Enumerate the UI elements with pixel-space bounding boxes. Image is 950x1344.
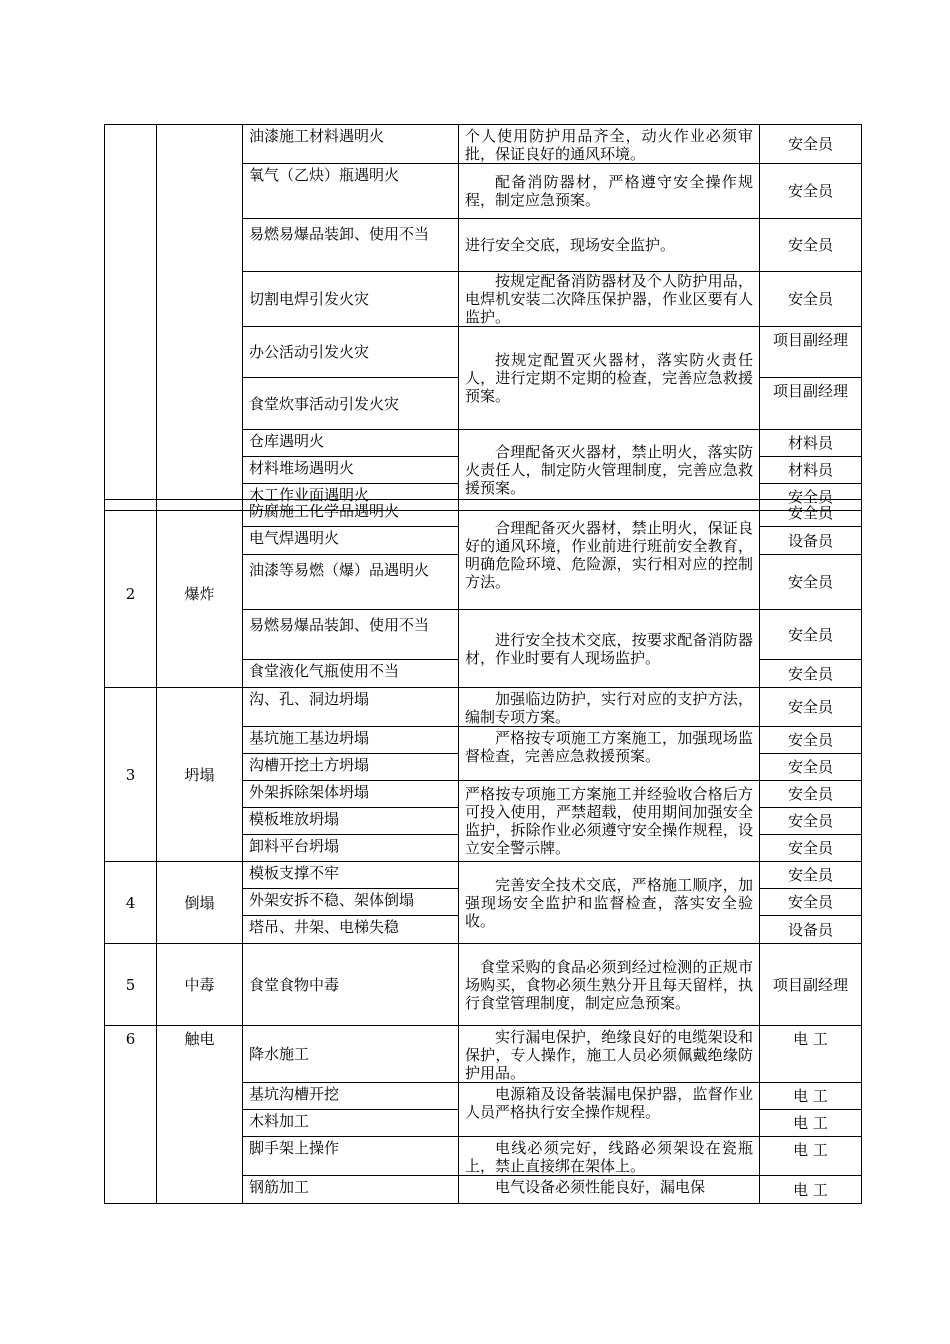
responsible-cell: 安全员 [760,754,862,781]
hazard-cell: 模板堆放坍塌 [243,808,459,835]
group-type-cell [157,125,243,511]
responsible-cell: 安全员 [760,889,862,916]
group-number-cell [105,125,157,511]
table-row [105,944,862,1026]
responsible-cell: 安全员 [760,727,862,754]
hazard-cell: 脚手架上操作 [243,1137,459,1176]
hazard-cell: 电气焊遇明火 [243,527,459,555]
hazard-cell: 外架拆除架体坍塌 [243,781,459,808]
group-type: 触电 [157,1026,243,1204]
hazard-cell: 模板支撑不牢 [243,862,459,889]
hazard-cell: 办公活动引发火灾 [243,327,459,378]
group-number: 4 [105,862,157,944]
hazard-cell: 材料堆场遇明火 [243,457,459,484]
hazard-cell: 氧气（乙炔）瓶遇明火 [243,164,459,219]
measure-cell: 加强临边防护，实行对应的支护方法，编制专项方案。 [459,688,760,727]
measure-cell: 进行安全技术交底，按要求配备消防器材，作业时要有人现场监护。 [459,610,760,688]
measure-cell: 按规定配置灭火器材，落实防火责任人，进行定期不定期的检查，完善应急救援预案。 [459,327,760,430]
hazard-cell: 沟、孔、洞边坍塌 [243,688,459,727]
hazard-cell: 仓库遇明火 [243,430,459,457]
hazard-cell: 钢筋加工 [243,1176,459,1204]
responsible-cell: 安全员 [760,610,862,660]
measure-cell: 按规定配备消防器材及个人防护用品，电焊机安装二次降压保护器，作业区要有人监护。 [459,272,760,327]
measure-cell: 食堂采购的食品必须到经过检测的正规市场购买，食物必须生熟分开且每天留样，执行食堂管理制度，制定应急预案。 [459,944,760,1026]
measure-cell: 电气设备必须性能良好，漏电保 [459,1176,760,1204]
hazard-cell: 卸料平台坍塌 [243,835,459,862]
measure-cell: 完善安全技术交底，严格施工顺序，加强现场安全监护和监督检查，落实安全验收。 [459,862,760,944]
table-row [105,1026,862,1083]
responsible-cell: 材料员 [760,430,862,457]
group-type: 坍塌 [157,688,243,862]
group-number: 5 [105,944,157,1026]
measure-cell: 配备消防器材，严格遵守安全操作规程，制定应急预案。 [459,164,760,219]
table-row [105,688,862,727]
hazard-cell: 塔吊、井架、电梯失稳 [243,916,459,944]
hazard-cell: 基坑施工基边坍塌 [243,727,459,754]
hazard-cell: 油漆等易燃（爆）品遇明火 [243,555,459,610]
responsible-cell: 设备员 [760,527,862,555]
table-row [105,125,862,164]
measure-cell: 电线必须完好，线路必须架设在瓷瓶上，禁止直接绑在架体上。 [459,1137,760,1176]
responsible-cell: 安全员 [760,660,862,688]
measure-cell: 合理配备灭火器材，禁止明火，落实防火责任人，制定防火管理制度，完善应急救援预案。 [459,430,760,511]
group-type: 倒塌 [157,862,243,944]
measure-cell: 严格按专项施工方案施工并经验收合格后方可投入使用，严禁超载，使用期间加强安全监护，拆除作业必须遵守安全操作规程，设立安全警示牌。 [459,781,760,862]
responsible-cell: 安全员 [760,862,862,889]
measure-cell: 严格按专项施工方案施工，加强现场监督检查，完善应急救援预案。 [459,727,760,781]
measure-cell: 合理配备灭火器材，禁止明火，保证良好的通风环境，作业前进行班前安全教育，明确危险环境、危险源，实行相对应的控制方法。 [459,500,760,610]
hazard-cell: 降水施工 [243,1026,459,1083]
group-number: 2 [105,500,157,688]
group-type: 爆炸 [157,500,243,688]
table-row [105,500,862,527]
group-type: 中毒 [157,944,243,1026]
responsible-cell: 电 工 [760,1026,862,1083]
responsible-cell: 安全员 [760,500,862,527]
responsible-cell: 安全员 [760,808,862,835]
responsible-cell: 电 工 [760,1176,862,1204]
responsible-cell: 项目副经理 [760,944,862,1026]
responsible-cell: 电 工 [760,1110,862,1137]
responsible-cell: 安全员 [760,219,862,272]
hazard-control-table-main [104,499,862,1204]
responsible-cell: 安全员 [760,688,862,727]
hazard-cell: 沟槽开挖土方坍塌 [243,754,459,781]
group-number: 6 [105,1026,157,1204]
hazard-cell: 基坑沟槽开挖 [243,1083,459,1110]
responsible-cell: 安全员 [760,781,862,808]
responsible-cell: 安全员 [760,164,862,219]
measure-cell: 进行安全交底，现场安全监护。 [459,219,760,272]
hazard-cell: 油漆施工材料遇明火 [243,125,459,164]
hazard-cell: 食堂食物中毒 [243,944,459,1026]
hazard-control-table [104,124,862,511]
measure-cell: 个人使用防护用品齐全，动火作业必须审批，保证良好的通风环境。 [459,125,760,164]
responsible-cell: 电 工 [760,1137,862,1176]
responsible-cell: 项目副经理 [760,327,862,378]
hazard-cell: 食堂液化气瓶使用不当 [243,660,459,688]
measure-cell: 电源箱及设备装漏电保护器，监督作业人员严格执行安全操作规程。 [459,1083,760,1137]
hazard-cell: 食堂炊事活动引发火灾 [243,378,459,430]
group-number: 3 [105,688,157,862]
measure-cell: 实行漏电保护，绝缘良好的电缆架设和保护，专人操作，施工人员必须佩戴绝缘防护用品。 [459,1026,760,1083]
responsible-cell: 电 工 [760,1083,862,1110]
responsible-cell: 安全员 [760,125,862,164]
responsible-cell: 安全员 [760,272,862,327]
hazard-cell: 易燃易爆品装卸、使用不当 [243,219,459,272]
hazard-cell: 外架安拆不稳、架体倒塌 [243,889,459,916]
table-row [105,862,862,889]
hazard-cell: 木工作业面遇明火 [243,484,459,511]
responsible-cell: 安全员 [760,555,862,610]
hazard-cell: 防腐施工化学品遇明火 [243,500,459,527]
responsible-cell: 项目副经理 [760,378,862,430]
responsible-cell: 材料员 [760,457,862,484]
hazard-cell: 易燃易爆品装卸、使用不当 [243,610,459,660]
hazard-cell: 木料加工 [243,1110,459,1137]
responsible-cell: 设备员 [760,916,862,944]
hazard-cell: 切割电焊引发火灾 [243,272,459,327]
responsible-cell: 安全员 [760,484,862,511]
responsible-cell: 安全员 [760,835,862,862]
